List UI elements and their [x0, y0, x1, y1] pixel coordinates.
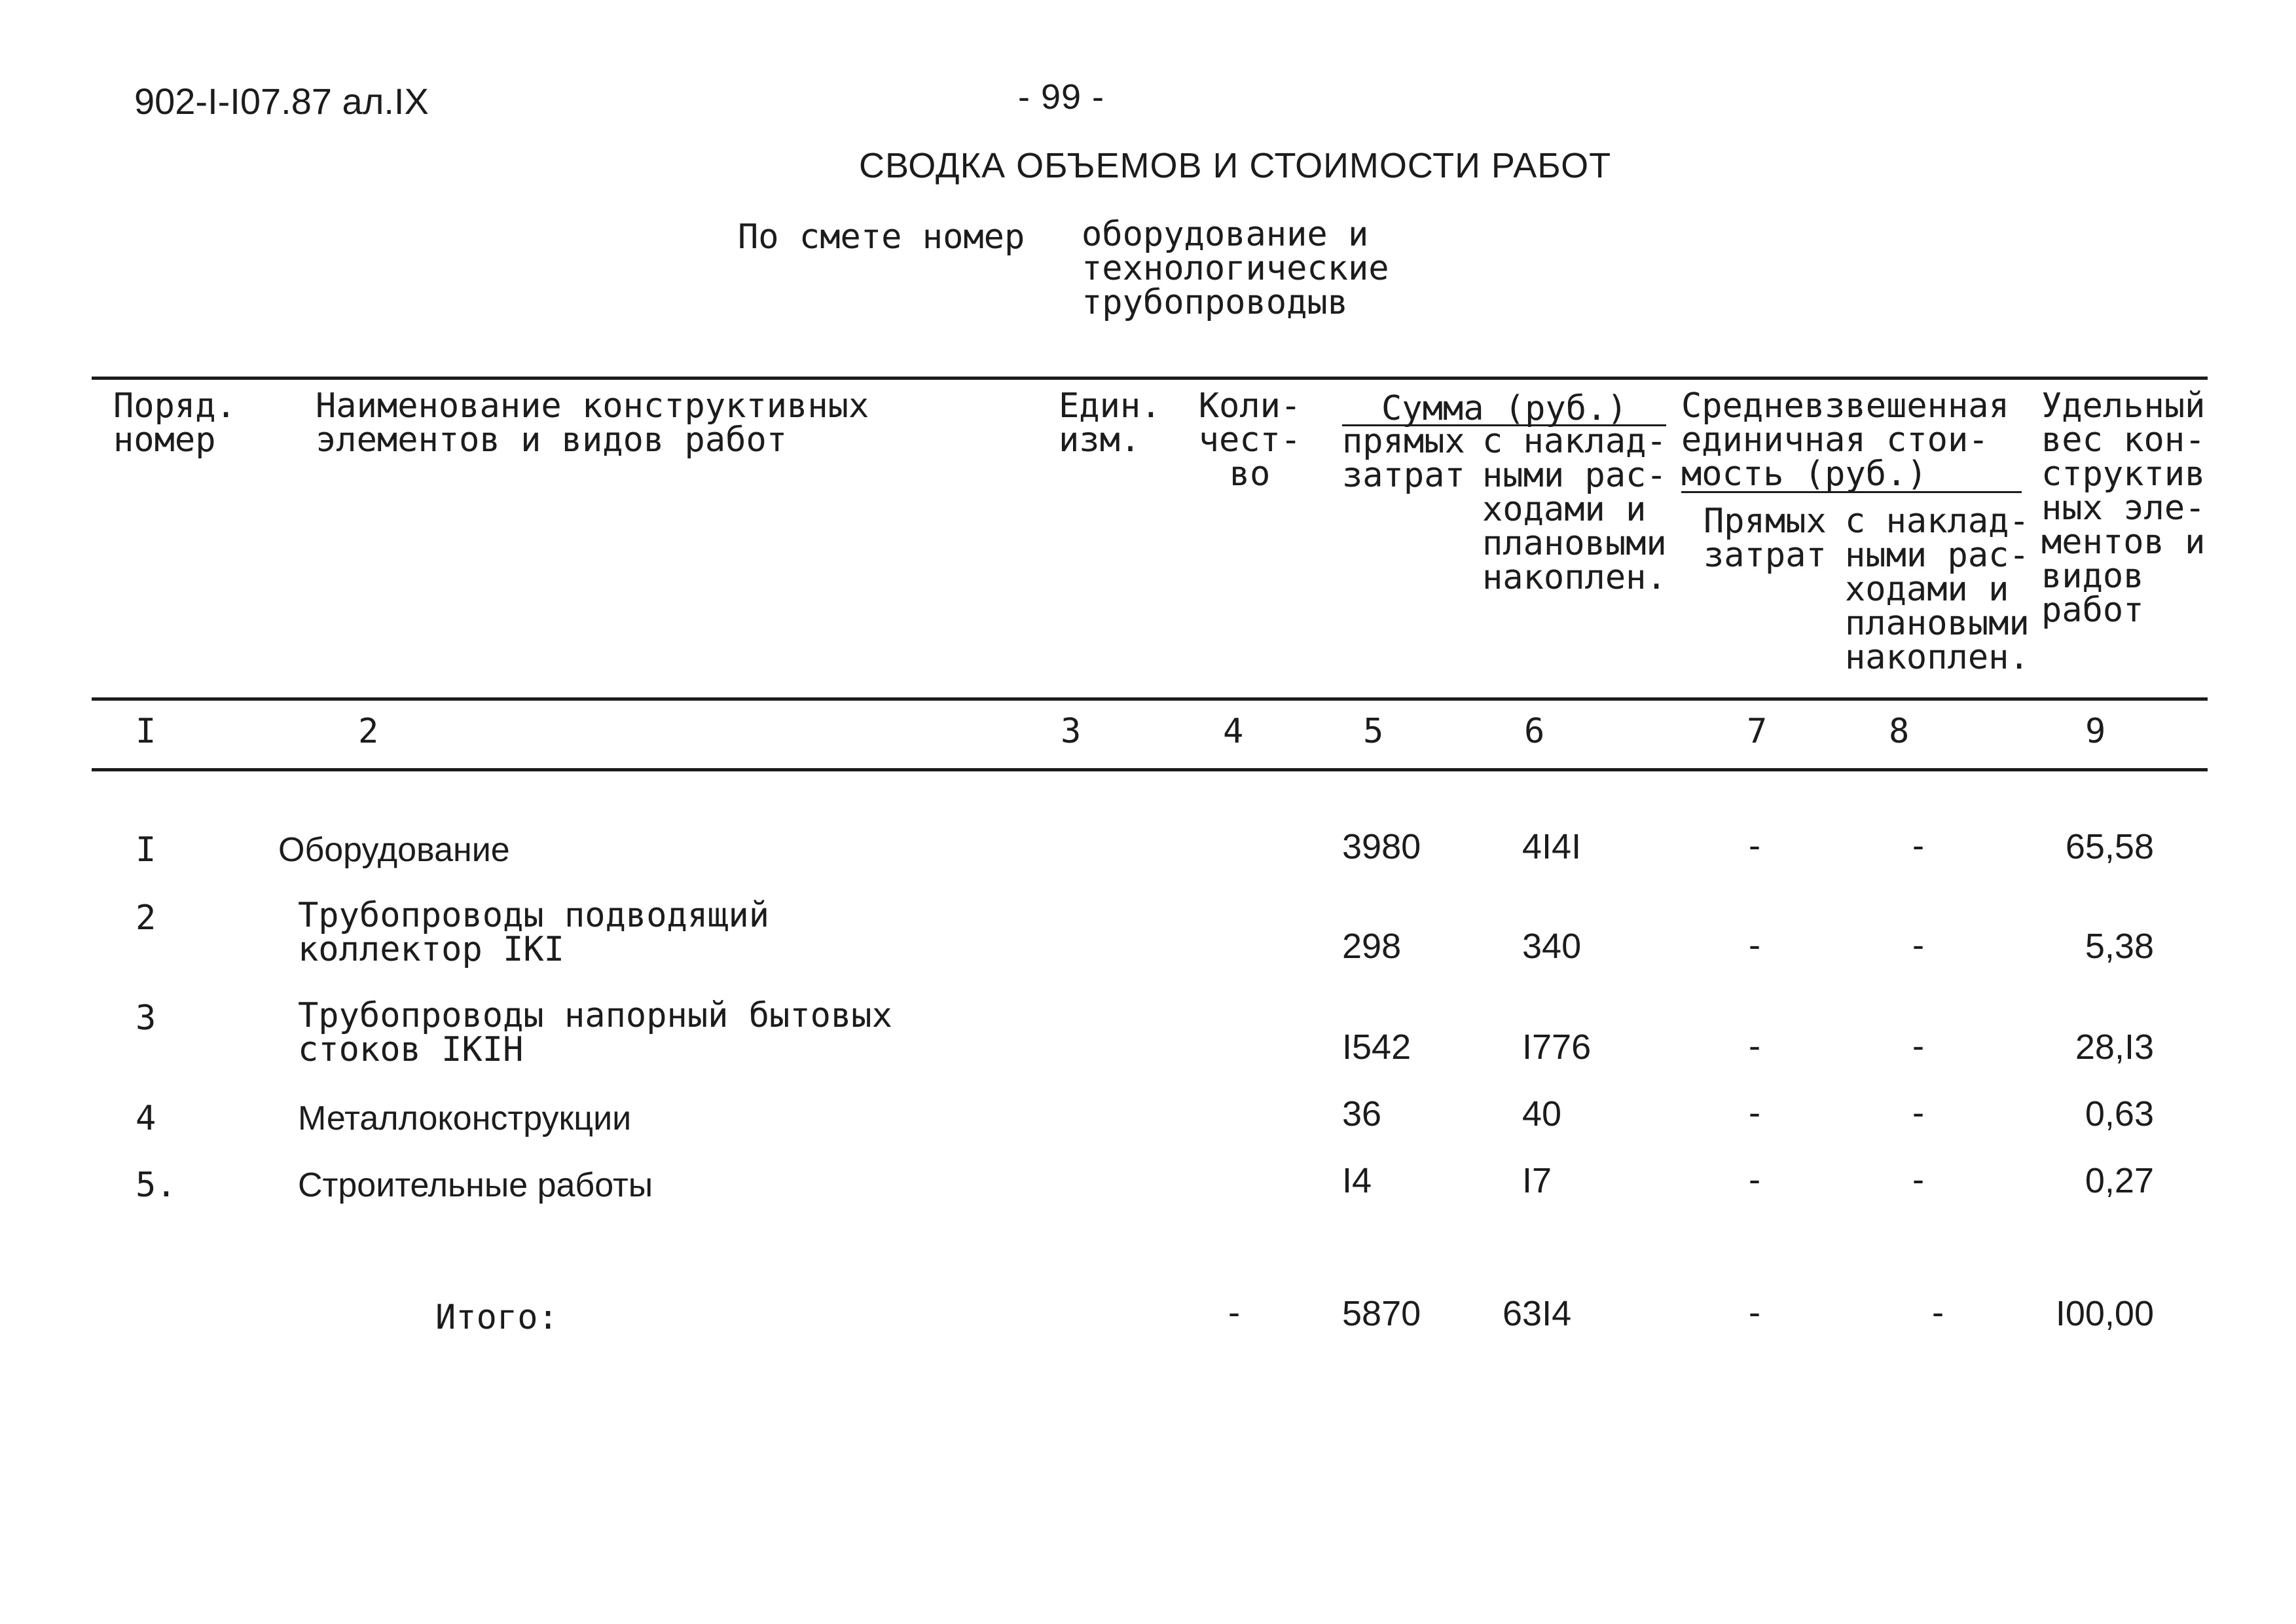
column-number-2: 2	[358, 712, 379, 751]
row-direct: I4	[1342, 1161, 1372, 1200]
row-average-direct: -	[1744, 1160, 1765, 1200]
document-title: СВОДКА ОБЪЕМОВ И СТОИМОСТИ РАБОТ	[859, 146, 1612, 185]
row-weight: 0,63	[2085, 1094, 2154, 1134]
row-weight: 28,I3	[2075, 1027, 2154, 1067]
header-item-name: Наименование конструктивных элементов и видов работ	[316, 386, 869, 460]
header-sum-group: Сумма (руб.)	[1381, 389, 1628, 428]
total-direct: 5870	[1342, 1294, 1421, 1333]
total-average-direct: -	[1744, 1293, 1765, 1333]
row-average-overhead: -	[1908, 926, 1929, 965]
row-number: I	[136, 830, 156, 870]
page-number: - 99 -	[1018, 77, 1105, 117]
row-weight: 0,27	[2085, 1161, 2154, 1200]
row-number: 4	[136, 1099, 156, 1138]
row-name: Трубопроводы подводящий коллектор IKI	[298, 896, 770, 969]
row-average-direct: -	[1744, 1094, 1765, 1133]
row-average-overhead: -	[1908, 1027, 1929, 1066]
row-weight: 5,38	[2085, 927, 2154, 966]
row-name: Трубопроводы напорный бытовых стоков IKIH	[298, 996, 892, 1069]
table-top-rule	[92, 377, 2208, 380]
column-numbers-bottom-rule	[92, 768, 2208, 771]
row-overhead: I7	[1522, 1161, 1552, 1200]
header-bottom-rule	[92, 697, 2208, 701]
document-code: 902-I-I07.87 ал.IX	[134, 81, 429, 122]
row-weight: 65,58	[2065, 827, 2154, 866]
estimate-label: По смете номер	[738, 217, 1025, 257]
header-unit: Един. изм.	[1059, 386, 1161, 460]
row-average-direct: -	[1744, 926, 1765, 965]
header-direct-costs: прямых затрат	[1342, 422, 1465, 495]
row-name: Строительные работы	[298, 1166, 653, 1204]
total-label: Итого:	[435, 1298, 558, 1337]
row-overhead: I776	[1522, 1027, 1592, 1067]
column-number-3: 3	[1061, 712, 1082, 751]
total-quantity: -	[1224, 1293, 1245, 1333]
row-direct: I542	[1342, 1027, 1412, 1067]
row-direct: 298	[1342, 927, 1402, 966]
row-direct: 36	[1342, 1094, 1382, 1134]
row-direct: 3980	[1342, 827, 1421, 866]
column-number-9: 9	[2085, 712, 2106, 751]
header-average-group: Средневзвешенная единичная стои- мость (руб.)	[1681, 386, 2009, 494]
column-number-7: 7	[1747, 712, 1768, 751]
row-name: Оборудование	[278, 831, 510, 869]
column-number-6: 6	[1524, 712, 1545, 751]
header-average-direct: Прямых затрат	[1704, 502, 1827, 575]
row-number: 2	[136, 898, 156, 938]
estimate-value: оборудование и технологические трубопроводыв	[1082, 215, 1389, 322]
column-number-4: 4	[1223, 712, 1244, 751]
column-number-8: 8	[1889, 712, 1910, 751]
row-number: 5.	[136, 1166, 177, 1205]
row-average-direct: -	[1744, 1027, 1765, 1066]
total-average-overhead: -	[1927, 1293, 1948, 1333]
row-average-overhead: -	[1908, 1160, 1929, 1200]
row-average-overhead: -	[1908, 826, 1929, 866]
total-weight: I00,00	[2055, 1294, 2154, 1333]
row-name: Металлоконструкции	[298, 1099, 632, 1137]
row-overhead: 4I4I	[1522, 827, 1582, 866]
header-quantity: Коли- чест- во	[1198, 386, 1302, 494]
row-overhead: 40	[1522, 1094, 1562, 1134]
row-overhead: 340	[1522, 927, 1582, 966]
header-overhead-costs: с наклад- ными рас- ходами и плановыми накоплен.	[1482, 422, 1667, 597]
header-order-number: Поряд. номер	[113, 386, 236, 460]
row-number: 3	[136, 999, 156, 1038]
row-average-direct: -	[1744, 826, 1765, 866]
header-specific-weight: Удельный вес кон- структив ных эле- ментов и видов работ	[2041, 386, 2206, 630]
total-overhead: 63I4	[1503, 1294, 1572, 1333]
column-number-5: 5	[1363, 712, 1384, 751]
column-number-1: I	[136, 712, 156, 751]
average-group-rule	[1681, 491, 2022, 493]
row-average-overhead: -	[1908, 1094, 1929, 1133]
header-average-overhead: с наклад- ными рас- ходами и плановыми накоплен.	[1845, 502, 2030, 677]
